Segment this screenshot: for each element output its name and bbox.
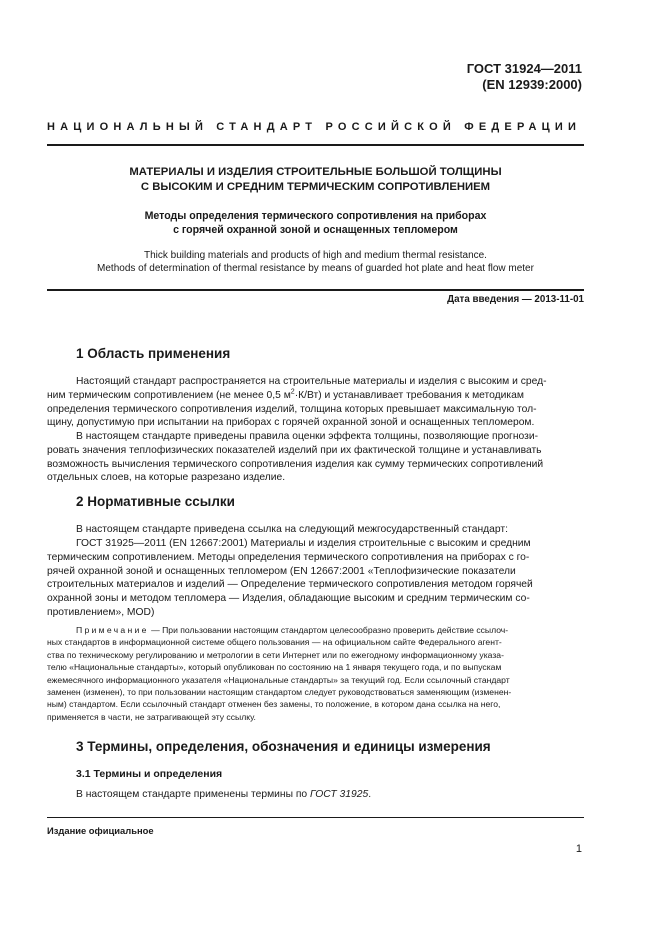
- s2p2-line-2: термическим сопротивлением. Методы определения термического сопротивления на приборах с го-: [47, 551, 530, 563]
- english-title-line-1: Thick building materials and products of high and medium thermal resistance.: [144, 250, 487, 261]
- subtitle-line-1: Методы определения термического сопротивления на приборах: [144, 210, 487, 222]
- s2p2-line-3: рячей охранной зоной и оснащенных тепломером (EN 12667:2001 «Теплофизические показатели: [47, 565, 516, 577]
- note-line-5: ежемесячного информационного указателя «Национальные стандарты» за текущий год. Если ссылочный стандарт: [47, 674, 510, 685]
- standard-code-gost: ГОСТ 31924—2011: [466, 61, 582, 76]
- s3p1-line-1: В настоящем стандарте применены термины по ГОСТ 31925.: [76, 789, 372, 800]
- section-2-paragraph-2: [47, 537, 584, 620]
- s2p2-line-6: противлением», MOD): [47, 606, 155, 618]
- s1p2-line-3: возможность вычисления термического сопротивления изделия как сумму термических сопротивлений: [47, 458, 544, 470]
- s2p2-line-4: строительных материалов и изделий — Определение термического сопротивления методом горячей: [47, 579, 533, 591]
- page-number: 1: [575, 843, 582, 855]
- s2p2-line-5: охранной зоны и методом тепломера — Изделия, обладающие высоким и средним термическим со-: [47, 593, 530, 605]
- note-line-8: применяется в части, не затрагивающей эту ссылку.: [47, 711, 256, 722]
- official-edition-label: Издание официальное: [47, 825, 154, 836]
- note-line-1: Примечание — При пользовании настоящим стандартом целесообразно проверить действие ссылоч-: [76, 625, 509, 635]
- s1p1-line-1: Настоящий стандарт распространяется на строительные материалы и изделия с высоким и сред-: [76, 376, 547, 387]
- subtitle-line-2: с горячей охранной зоной и оснащенных тепломером: [173, 224, 458, 236]
- english-title-line-2: Methods of determination of thermal resistance by means of guarded hot plate and heat flow meter: [97, 263, 534, 274]
- title-rule: [47, 289, 584, 291]
- section-2-paragraph-1: [47, 523, 584, 537]
- standard-code: [467, 61, 582, 93]
- reference-note: [47, 624, 584, 723]
- standard-code-en: (EN 12939:2000): [482, 77, 582, 92]
- s2p1-line-1: В настоящем стандарте приведена ссылка на следующий межгосударственный стандарт:: [76, 524, 508, 535]
- title-line-2: С ВЫСОКИМ И СРЕДНИМ ТЕРМИЧЕСКИМ СОПРОТИВЛЕНИЕМ: [140, 181, 491, 193]
- s1p2-line-4: отдельных слоев, на которые разрезано изделие.: [47, 472, 286, 484]
- s1p1-line-3: определения термического сопротивления изделий, толщина которых превышает максимальную тол-: [47, 403, 537, 415]
- english-title: [47, 249, 584, 275]
- header-rule: [47, 144, 584, 146]
- national-standard-banner: НАЦИОНАЛЬНЫЙ СТАНДАРТ РОССИЙСКОЙ ФЕДЕРАЦИИ: [47, 121, 582, 133]
- note-line-7: ным) стандартом. Если ссылочный стандарт отменен без замены, то положение, в котором дана ссылка на него,: [47, 699, 501, 710]
- gost-reference-link: ГОСТ 31925: [310, 789, 369, 800]
- section-3-heading: 3 Термины, определения, обозначения и единицы измерения: [76, 739, 491, 754]
- section-1-heading: 1 Область применения: [76, 346, 231, 361]
- note-line-3: ства по техническому регулированию и метрологии в сети Интернет или по ежегодному информационному указа-: [47, 649, 504, 660]
- section-3-1-heading: 3.1 Термины и определения: [76, 768, 223, 780]
- s2p2-line-1: ГОСТ 31925—2011 (EN 12667:2001) Материалы и изделия строительные с высоким и средним: [76, 538, 531, 549]
- footer-rule: [47, 817, 584, 818]
- note-line-2: ных стандартов в информационной системе общего пользования — на официальном сайте Федерального агент-: [47, 637, 502, 648]
- s1p1-line-4: щину, допустимую при испытании на приборах с горячей охранной зоной и оснащенных тепломером.: [47, 417, 535, 429]
- note-line-4: телю «Национальные стандарты», который опубликован по состоянию на 1 января текущего года, и по выпускам: [47, 662, 502, 673]
- s1p2-line-2: ровать значения теплофизических показателей изделий при их фактической толщине и устанавливать: [47, 444, 542, 456]
- note-line-6: заменен (изменен), то при пользовании настоящим стандартом следует руководствоваться заменяющим (изменен-: [47, 687, 512, 698]
- section-1-paragraph-1: [47, 375, 584, 430]
- title-line-1: МАТЕРИАЛЫ И ИЗДЕЛИЯ СТРОИТЕЛЬНЫЕ БОЛЬШОЙ ТОЛЩИНЫ: [129, 166, 502, 178]
- introduction-date: Дата введения — 2013-11-01: [447, 294, 584, 305]
- note-label: Примечание: [76, 625, 149, 635]
- document-subtitle: [47, 209, 584, 237]
- s1p2-line-1: В настоящем стандарте приведены правила оценки эффекта толщины, позволяющие прогнози-: [76, 431, 539, 442]
- s1p1-line-2: ним термическим сопротивлением (не менее 0,5 $м^2\cdot К/Вт$) и устанавливает требования к методикам: [47, 388, 524, 401]
- section-2-heading: 2 Нормативные ссылки: [76, 494, 235, 509]
- document-title: [47, 165, 584, 195]
- section-3-paragraph-1: [47, 788, 584, 802]
- section-1-paragraph-2: [47, 430, 584, 485]
